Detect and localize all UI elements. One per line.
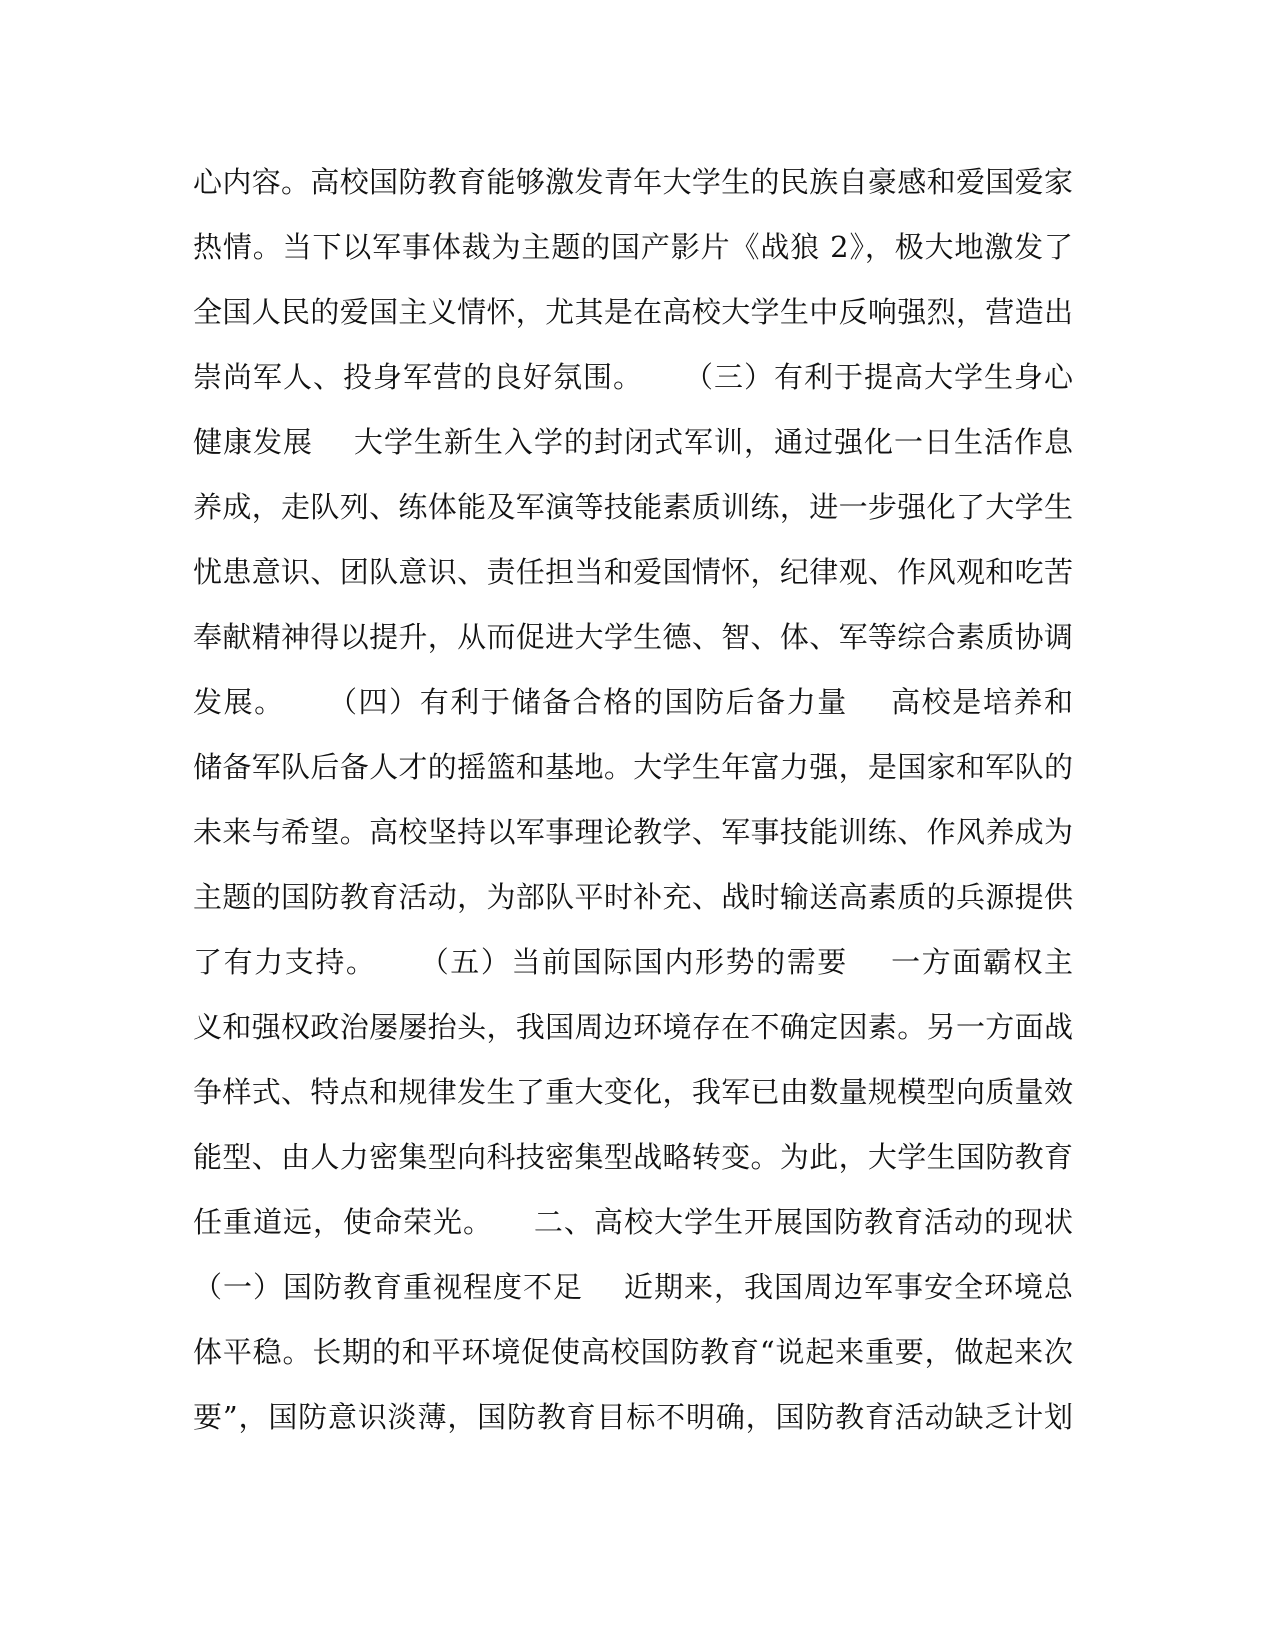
text-line: 奉献精神得以提升，从而促进大学生德、智、体、军等综合素质协调 (193, 620, 1073, 654)
text-line: 心内容。高校国防教育能够激发青年大学生的民族自豪感和爱国爱家 (193, 165, 1073, 199)
text-line: 了有力支持。 （五）当前国际国内形势的需要 一方面霸权主 (193, 945, 1073, 979)
text-line: 任重道远，使命荣光。 二、高校大学生开展国防教育活动的现状 (193, 1205, 1073, 1239)
text-line: 义和强权政治屡屡抬头，我国周边环境存在不确定因素。另一方面战 (193, 1010, 1073, 1044)
text-line: 要”，国防意识淡薄，国防教育目标不明确，国防教育活动缺乏计划 (193, 1400, 1073, 1434)
text-line: 发展。 （四）有利于储备合格的国防后备力量 高校是培养和 (193, 685, 1073, 719)
text-line: 忧患意识、团队意识、责任担当和爱国情怀，纪律观、作风观和吃苦 (193, 555, 1073, 589)
text-line: 全国人民的爱国主义情怀，尤其是在高校大学生中反响强烈，营造出 (193, 295, 1073, 329)
text-line: 热情。当下以军事体裁为主题的国产影片《战狼 2》，极大地激发了 (193, 230, 1073, 264)
text-line: 未来与希望。高校坚持以军事理论教学、军事技能训练、作风养成为 (193, 815, 1073, 849)
text-line: 体平稳。长期的和平环境促使高校国防教育“说起来重要，做起来次 (193, 1335, 1073, 1369)
text-line: 健康发展 大学生新生入学的封闭式军训，通过强化一日生活作息 (193, 425, 1073, 459)
text-line: 能型、由人力密集型向科技密集型战略转变。为此，大学生国防教育 (193, 1140, 1073, 1174)
text-line: 储备军队后备人才的摇篮和基地。大学生年富力强，是国家和军队的 (193, 750, 1073, 784)
text-line: 争样式、特点和规律发生了重大变化，我军已由数量规模型向质量效 (193, 1075, 1073, 1109)
text-line: 崇尚军人、投身军营的良好氛围。 （三）有利于提高大学生身心 (193, 360, 1073, 394)
text-line: 养成，走队列、练体能及军演等技能素质训练，进一步强化了大学生 (193, 490, 1073, 524)
body-text (193, 150, 1073, 1450)
text-line: 主题的国防教育活动，为部队平时补充、战时输送高素质的兵源提供 (193, 880, 1073, 914)
text-line: （一）国防教育重视程度不足 近期来，我国周边军事安全环境总 (193, 1270, 1073, 1304)
